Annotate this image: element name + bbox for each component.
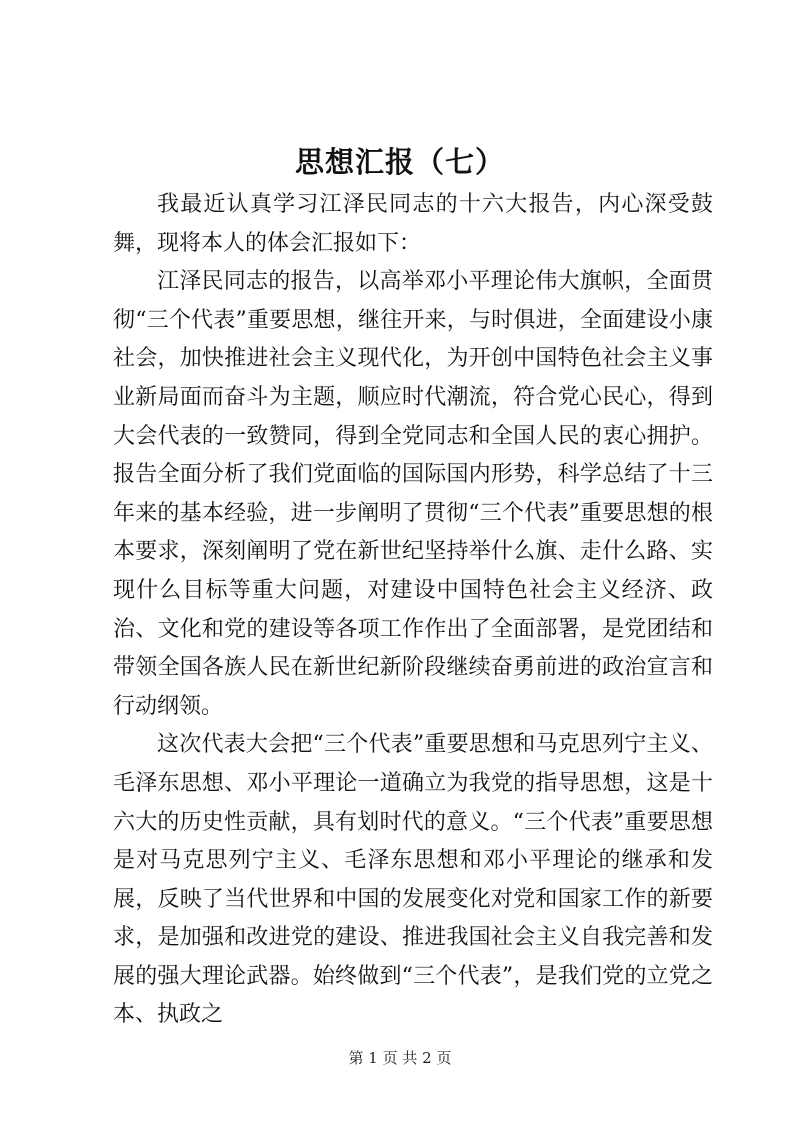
document-title: 思想汇报（七）	[294, 145, 505, 179]
paragraph-1: 我最近认真学习江泽民同志的十六大报告，内心深受鼓舞，现将本人的体会汇报如下：	[113, 192, 713, 256]
page-footer: 第 1 页 共 2 页	[348, 1049, 452, 1067]
paragraph-3: 这次代表大会把“三个代表”重要思想和马克思列宁主义、毛泽东思想、邓小平理论一道确立为我党的指导思想，这是十六大的历史性贡献，具有划时代的意义。“三个代表”重要思想是对马克思列宁主义、毛泽东思想和邓小平理论的继承和发展，反映了当代世界和中国的发展变化对党和国家工作的新要求，是加强和改进党的建设、推进我国社会主义自我完善和发展的强大理论武器。始终做到“三个代表”，是我们党的立党之本、执政之	[113, 732, 713, 1028]
document-body	[113, 186, 713, 1035]
paragraph-2: 江泽民同志的报告，以高举邓小平理论伟大旗帜，全面贯彻“三个代表”重要思想，继往开来，与时俱进，全面建设小康社会，加快推进社会主义现代化，为开创中国特色社会主义事业新局面而奋斗为主题，顺应时代潮流，符合党心民心，得到大会代表的一致赞同，得到全党同志和全国人民的衷心拥护。报告全面分析了我们党面临的国际国内形势，科学总结了十三年来的基本经验，进一步阐明了贯彻“三个代表”重要思想的根本要求，深刻阐明了党在新世纪坚持举什么旗、走什么路、实现什么目标等重大问题，对建设中国特色社会主义经济、政治、文化和党的建设等各项工作作出了全面部署，是党团结和带领全国各族人民在新世纪新阶段继续奋勇前进的政治宣言和行动纲领。	[113, 269, 713, 719]
